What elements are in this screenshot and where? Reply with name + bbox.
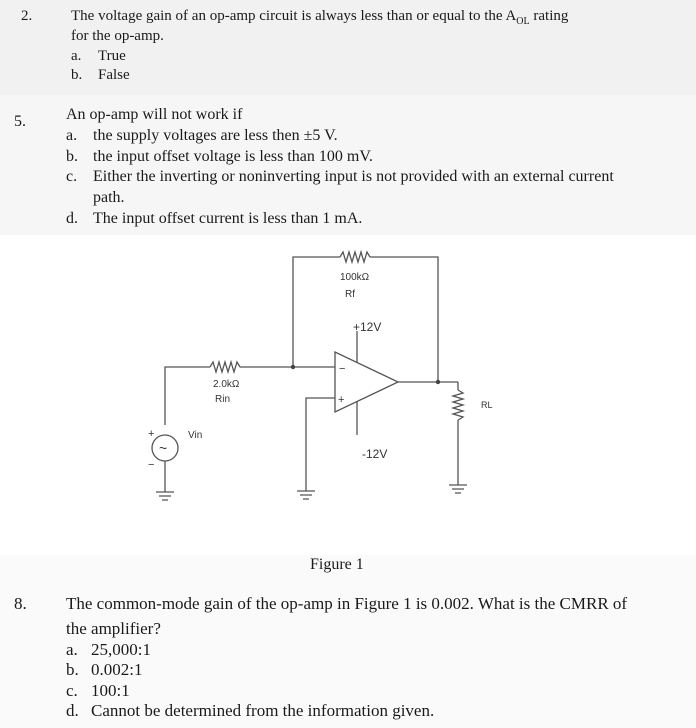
junction-dot: [291, 365, 295, 369]
rf-value-label: 100kΩ: [340, 272, 370, 283]
rf-resistor: [340, 252, 370, 262]
rl-label: RL: [481, 400, 493, 410]
question-8-option-b: b. 0.002:1: [66, 660, 143, 679]
source-minus-sign: −: [148, 459, 155, 471]
aol-subscript: OL: [516, 16, 530, 27]
question-5-number: 5.: [14, 113, 26, 130]
negative-supply-label: -12V: [362, 447, 388, 461]
source-plus-sign: +: [148, 428, 155, 440]
ground-icon: [449, 485, 467, 493]
rin-value-label: 2.0kΩ: [213, 379, 240, 390]
ground-icon: [156, 492, 174, 500]
feedback-wire-left: [293, 257, 340, 367]
question-5-stem: An op-amp will not work if: [66, 106, 243, 123]
question-8-stem-line-2: the amplifier?: [66, 619, 161, 638]
source-wave-symbol: ~: [159, 440, 168, 456]
op-amp-triangle: [335, 352, 398, 412]
question-8-stem-line-1: The common-mode gain of the op-amp in Figure 1 is 0.002. What is the CMRR of: [66, 594, 628, 613]
noninverting-input-sign: +: [338, 394, 345, 406]
rin-resistor: [210, 362, 240, 372]
question-5-option-a: a. the supply voltages are less then ±5 V.: [66, 127, 338, 144]
positive-supply-label: +12V: [353, 320, 382, 334]
question-2-number: 2.: [21, 8, 33, 24]
question-5-option-c-continued: path.: [93, 189, 125, 206]
rf-name-label: Rf: [345, 289, 355, 300]
rl-resistor: [453, 390, 463, 420]
question-2-option-a: a. True: [71, 48, 126, 64]
vin-label: Vin: [188, 430, 203, 441]
ground-icon: [297, 491, 315, 499]
question-8-option-c: c. 100:1: [66, 681, 130, 700]
question-8-option-a: a. 25,000:1: [66, 640, 151, 659]
rin-name-label: Rin: [215, 394, 231, 405]
question-2-option-b: b. False: [71, 67, 130, 83]
inverting-input-sign: −: [339, 363, 346, 375]
noninverting-input-wire: [306, 398, 335, 491]
op-amp-circuit-diagram: [0, 235, 696, 573]
figure-caption: Figure 1: [310, 556, 364, 573]
question-8-option-d: d. Cannot be determined from the information given.: [66, 701, 435, 720]
question-2-stem-line-1: The voltage gain of an op-amp circuit is always less than or equal to the $A_{OL}$ rating: [71, 8, 569, 27]
question-5-option-c: c. Either the inverting or noninverting input is not provided with an external current: [66, 168, 614, 185]
input-wire: [165, 367, 210, 425]
question-2-stem-line-2: for the op-amp.: [71, 28, 164, 44]
question-5-option-d: d. The input offset current is less than 1 mA.: [66, 210, 363, 227]
question-5-option-b: b. the input offset voltage is less than 100 mV.: [66, 148, 373, 165]
junction-dot: [436, 380, 440, 384]
question-8-number: 8.: [14, 594, 27, 613]
